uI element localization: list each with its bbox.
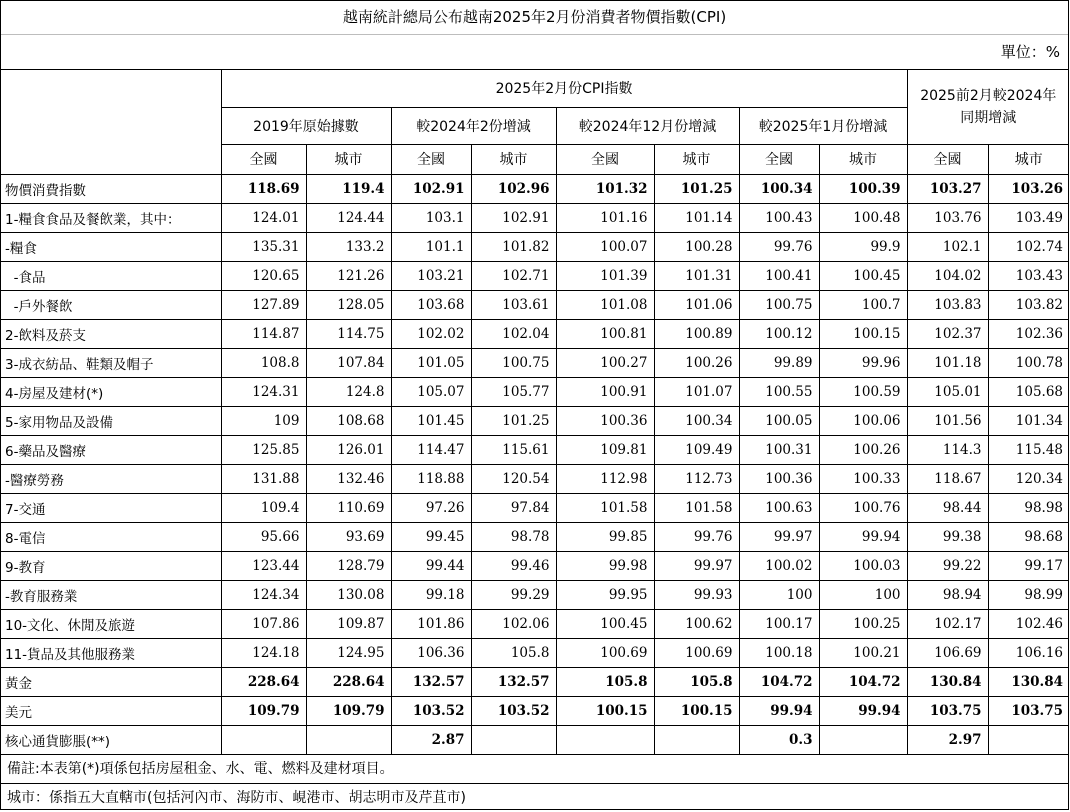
cell-value: 100.15 [556,696,654,725]
cell-value: 102.71 [471,261,556,290]
cell-value: 101.31 [654,261,739,290]
cell-value: 100.05 [739,406,819,435]
cell-value: 97.26 [391,493,471,522]
cell-value: 103.82 [988,290,1069,319]
cell-value: 101.56 [907,406,988,435]
header-yoy-group: 2025前2月較2024年同期增減 [907,70,1069,144]
cell-value: 102.1 [907,232,988,261]
cell-value: 114.3 [907,435,988,464]
table-row [1,348,1069,377]
cell-value: 124.18 [221,638,306,667]
table-row [1,319,1069,348]
cell-value [654,725,739,754]
cell-value: 106.69 [907,638,988,667]
cell-value: 100.06 [819,406,907,435]
cell-value: 131.88 [221,464,306,493]
cell-value: 0.3 [739,725,819,754]
cell-value: 109.81 [556,435,654,464]
row-label: -教育服務業 [1,580,221,609]
cell-value: 103.49 [988,203,1069,232]
cell-value: 102.17 [907,609,988,638]
cell-value: 100.55 [739,377,819,406]
row-label: 3-成衣紡品、鞋類及帽子 [1,348,221,377]
cell-value [471,725,556,754]
table-row [1,290,1069,319]
table-row [1,377,1069,406]
cell-value: 99.94 [739,696,819,725]
cell-value: 130.84 [988,667,1069,696]
cell-value: 102.91 [471,203,556,232]
cell-value: 103.75 [988,696,1069,725]
cell-value: 99.17 [988,551,1069,580]
cell-value: 115.48 [988,435,1069,464]
row-label: 黃金 [1,667,221,696]
cell-value: 132.57 [471,667,556,696]
cell-value: 100.15 [819,319,907,348]
header-city: 城市 [471,144,556,174]
cell-value: 99.45 [391,522,471,551]
cell-value: 124.31 [221,377,306,406]
note-housing: 備註:本表第(*)項係包括房屋租金、水、電、燃料及建材項目。 [1,755,1068,784]
cell-value: 124.34 [221,580,306,609]
cell-value: 98.78 [471,522,556,551]
row-label: -糧食 [1,232,221,261]
cell-value: 100.18 [739,638,819,667]
cell-value: 118.69 [221,174,306,203]
cell-value: 124.95 [306,638,391,667]
row-label: -醫療勞務 [1,464,221,493]
cell-value: 102.06 [471,609,556,638]
cell-value [556,725,654,754]
table-row-core [1,725,1069,754]
cell-value: 98.98 [988,493,1069,522]
cell-value: 101.45 [391,406,471,435]
cell-value: 103.83 [907,290,988,319]
cell-value: 102.91 [391,174,471,203]
cell-value: 99.85 [556,522,654,551]
cell-value: 114.87 [221,319,306,348]
cell-value: 104.72 [739,667,819,696]
header-blank [1,70,221,174]
header-vs-jan-2025: 較2025年1月份增減 [739,107,907,144]
row-label: 8-電信 [1,522,221,551]
cell-value: 100.45 [556,609,654,638]
cell-value: 99.95 [556,580,654,609]
cell-value: 103.61 [471,290,556,319]
cell-value: 100.59 [819,377,907,406]
cell-value: 103.27 [907,174,988,203]
cell-value: 100.34 [654,406,739,435]
cell-value: 101.39 [556,261,654,290]
cell-value: 125.85 [221,435,306,464]
cell-value: 100.91 [556,377,654,406]
cell-value: 100 [819,580,907,609]
cell-value: 100.41 [739,261,819,290]
row-label: 2-飲料及菸支 [1,319,221,348]
cell-value: 124.44 [306,203,391,232]
cell-value: 101.18 [907,348,988,377]
row-label: -戶外餐飲 [1,290,221,319]
cell-value [819,725,907,754]
cell-value: 99.18 [391,580,471,609]
cell-value: 100.36 [556,406,654,435]
cell-value: 99.96 [819,348,907,377]
cell-value: 100.89 [654,319,739,348]
cell-value: 128.05 [306,290,391,319]
cell-value: 105.77 [471,377,556,406]
cell-value: 95.66 [221,522,306,551]
cell-value: 100.63 [739,493,819,522]
cell-value: 101.25 [654,174,739,203]
cell-value: 101.05 [391,348,471,377]
header-nation: 全國 [221,144,306,174]
cell-value: 98.94 [907,580,988,609]
cell-value: 101.58 [556,493,654,522]
cell-value: 2.97 [907,725,988,754]
cell-value: 118.88 [391,464,471,493]
table-row [1,261,1069,290]
table-row [1,435,1069,464]
cell-value: 101.34 [988,406,1069,435]
header-city: 城市 [654,144,739,174]
cell-value: 93.69 [306,522,391,551]
table-row [1,493,1069,522]
cell-value: 102.02 [391,319,471,348]
cell-value: 107.84 [306,348,391,377]
cell-value: 114.47 [391,435,471,464]
cell-value: 100.25 [819,609,907,638]
cell-value: 99.76 [739,232,819,261]
cell-value: 100.17 [739,609,819,638]
table-row [1,464,1069,493]
row-label: 1-糧食食品及餐飲業，其中： [1,203,221,232]
cell-value: 101.1 [391,232,471,261]
cell-value: 2.87 [391,725,471,754]
cell-value: 121.26 [306,261,391,290]
cell-value: 100.28 [654,232,739,261]
header-base-2019: 2019年原始據數 [221,107,391,144]
cell-value: 103.52 [471,696,556,725]
cell-value: 124.01 [221,203,306,232]
row-label: 美元 [1,696,221,725]
cell-value: 101.58 [654,493,739,522]
cell-value [306,725,391,754]
cell-value: 103.75 [907,696,988,725]
cell-value: 120.65 [221,261,306,290]
cell-value: 101.07 [654,377,739,406]
table-row [1,522,1069,551]
cell-value: 100.31 [739,435,819,464]
cell-value: 100.69 [556,638,654,667]
header-nation: 全國 [391,144,471,174]
cell-value: 99.46 [471,551,556,580]
cell-value: 109 [221,406,306,435]
cell-value: 101.06 [654,290,739,319]
cell-value: 112.98 [556,464,654,493]
cell-value: 108.8 [221,348,306,377]
row-label: 6-藥品及醫療 [1,435,221,464]
cell-value: 100.39 [819,174,907,203]
header-vs-dec-2024: 較2024年12月份增減 [556,107,739,144]
cell-value: 103.52 [391,696,471,725]
cell-value: 109.87 [306,609,391,638]
cell-value: 109.49 [654,435,739,464]
table-row [1,696,1069,725]
cell-value: 100.34 [739,174,819,203]
cell-value: 112.73 [654,464,739,493]
cell-value: 101.08 [556,290,654,319]
row-label: 11-貨品及其他服務業 [1,638,221,667]
cell-value: 100.7 [819,290,907,319]
cell-value: 102.36 [988,319,1069,348]
table-row [1,580,1069,609]
row-label: 物價消費指數 [1,174,221,203]
cell-value: 105.8 [556,667,654,696]
header-vs-feb-2024: 較2024年2份增減 [391,107,556,144]
cell-value: 130.84 [907,667,988,696]
header-cpi-group: 2025年2月份CPI指數 [221,70,907,107]
cell-value: 126.01 [306,435,391,464]
cell-value: 109.79 [306,696,391,725]
cell-value: 100.78 [988,348,1069,377]
cell-value [988,725,1069,754]
cell-value: 101.86 [391,609,471,638]
cell-value: 100.75 [471,348,556,377]
cell-value: 98.99 [988,580,1069,609]
cell-value: 120.54 [471,464,556,493]
cell-value: 101.14 [654,203,739,232]
cell-value: 108.68 [306,406,391,435]
cell-value: 132.46 [306,464,391,493]
row-label: 7-交通 [1,493,221,522]
cell-value: 109.4 [221,493,306,522]
cell-value: 109.79 [221,696,306,725]
header-nation: 全國 [556,144,654,174]
cell-value: 107.86 [221,609,306,638]
cell-value: 100.45 [819,261,907,290]
cell-value: 120.34 [988,464,1069,493]
cell-value: 100.76 [819,493,907,522]
cell-value: 99.97 [739,522,819,551]
note-city: 城市：係指五大直轄市(包括河內市、海防市、峴港市、胡志明市及芹苴市) [7,789,466,806]
cell-value: 100.26 [819,435,907,464]
cell-value: 124.8 [306,377,391,406]
cell-value: 228.64 [306,667,391,696]
cell-value: 118.67 [907,464,988,493]
row-label: 5-家用物品及設備 [1,406,221,435]
cell-value: 103.68 [391,290,471,319]
cell-value: 99.89 [739,348,819,377]
cell-value: 100.03 [819,551,907,580]
row-label: 核心通貨膨脹(**) [1,725,221,754]
cell-value: 100.81 [556,319,654,348]
table-row [1,667,1069,696]
table-row [1,638,1069,667]
cell-value: 127.89 [221,290,306,319]
header-nation: 全國 [739,144,819,174]
table-row [1,174,1069,203]
row-label: -食品 [1,261,221,290]
cell-value: 102.74 [988,232,1069,261]
row-label: 9-教育 [1,551,221,580]
cell-value: 100.75 [739,290,819,319]
cell-value: 101.16 [556,203,654,232]
cell-value: 123.44 [221,551,306,580]
unit-label: 單位：% [1,35,1068,70]
cell-value: 99.98 [556,551,654,580]
cell-value: 130.08 [306,580,391,609]
cell-value: 105.8 [654,667,739,696]
cpi-table [1,70,1069,755]
header-city: 城市 [819,144,907,174]
cell-value: 115.61 [471,435,556,464]
cell-value: 110.69 [306,493,391,522]
cell-value: 100.07 [556,232,654,261]
row-label: 4-房屋及建材(*) [1,377,221,406]
cell-value: 100.69 [654,638,739,667]
cell-value: 99.97 [654,551,739,580]
cell-value: 103.1 [391,203,471,232]
cell-value: 99.38 [907,522,988,551]
cell-value: 102.96 [471,174,556,203]
cell-value [221,725,306,754]
cell-value: 99.94 [819,696,907,725]
table-row [1,232,1069,261]
table-row [1,406,1069,435]
cell-value: 102.46 [988,609,1069,638]
cell-value: 114.75 [306,319,391,348]
header-city: 城市 [306,144,391,174]
cell-value: 119.4 [306,174,391,203]
cell-value: 228.64 [221,667,306,696]
cell-value: 99.44 [391,551,471,580]
cell-value: 103.43 [988,261,1069,290]
table-row [1,203,1069,232]
cell-value: 102.37 [907,319,988,348]
cell-value: 103.26 [988,174,1069,203]
cell-value: 103.21 [391,261,471,290]
cell-value: 100.02 [739,551,819,580]
cell-value: 105.8 [471,638,556,667]
cell-value: 101.32 [556,174,654,203]
cell-value: 100.43 [739,203,819,232]
page-title: 越南統計總局公布越南2025年2月份消費者物價指數(CPI) [1,1,1068,35]
cell-value: 100.21 [819,638,907,667]
cell-value: 132.57 [391,667,471,696]
cell-value: 128.79 [306,551,391,580]
cell-value: 99.93 [654,580,739,609]
cell-value: 105.07 [391,377,471,406]
cell-value: 99.76 [654,522,739,551]
cell-value: 100.26 [654,348,739,377]
cell-value: 99.22 [907,551,988,580]
cell-value: 133.2 [306,232,391,261]
cell-value: 106.36 [391,638,471,667]
cell-value: 135.31 [221,232,306,261]
cell-value: 101.25 [471,406,556,435]
cell-value: 105.68 [988,377,1069,406]
cell-value: 104.72 [819,667,907,696]
cell-value: 99.94 [819,522,907,551]
cell-value: 100.27 [556,348,654,377]
cell-value: 105.01 [907,377,988,406]
cell-value: 101.82 [471,232,556,261]
table-row [1,609,1069,638]
cell-value: 97.84 [471,493,556,522]
cell-value: 99.9 [819,232,907,261]
cell-value: 103.76 [907,203,988,232]
cell-value: 99.29 [471,580,556,609]
cell-value: 100 [739,580,819,609]
table-row [1,551,1069,580]
cell-value: 102.04 [471,319,556,348]
cell-value: 100.48 [819,203,907,232]
cell-value: 98.44 [907,493,988,522]
cell-value: 104.02 [907,261,988,290]
header-nation: 全國 [907,144,988,174]
cell-value: 100.62 [654,609,739,638]
cell-value: 98.68 [988,522,1069,551]
cell-value: 100.36 [739,464,819,493]
header-city: 城市 [988,144,1069,174]
cell-value: 100.12 [739,319,819,348]
row-label: 10-文化、休閒及旅遊 [1,609,221,638]
cell-value: 100.15 [654,696,739,725]
cell-value: 100.33 [819,464,907,493]
cell-value: 106.16 [988,638,1069,667]
